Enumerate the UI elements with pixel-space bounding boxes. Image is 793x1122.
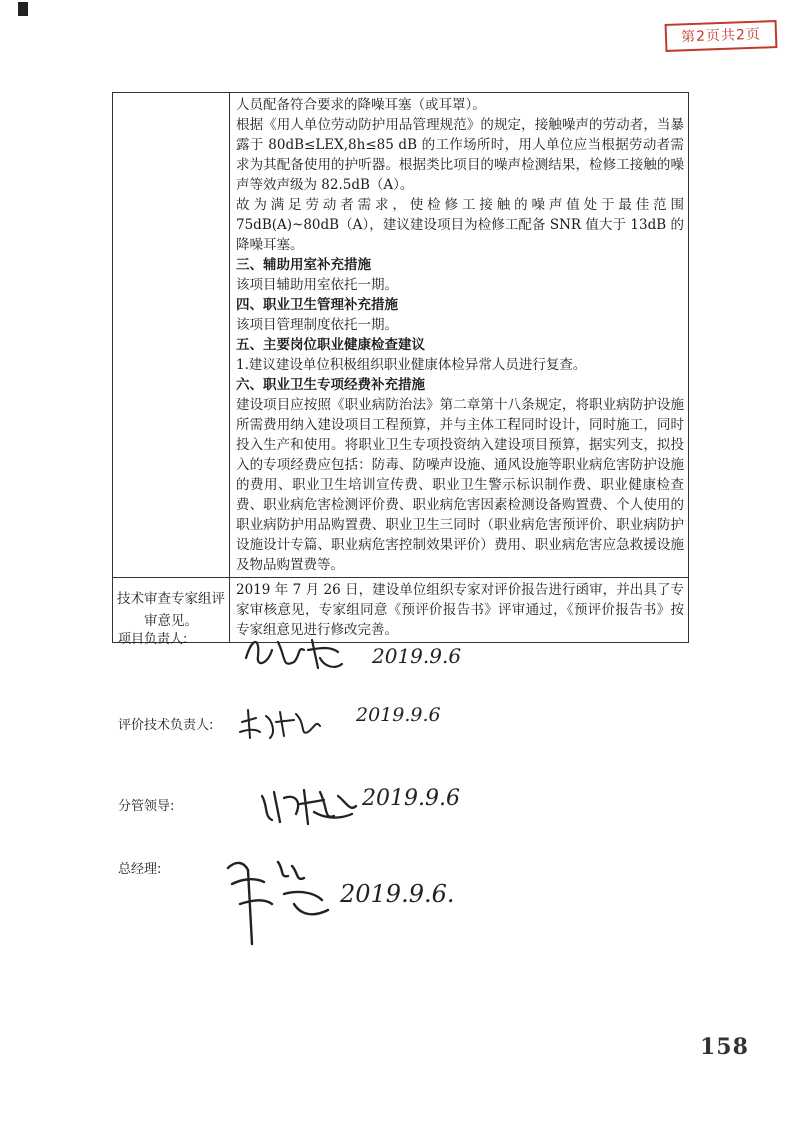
section4-text: 该项目管理制度依托一期。 xyxy=(236,317,398,333)
project-lead-date: 2019.9.6 xyxy=(372,644,462,668)
project-lead-label: 项目负责人: xyxy=(118,632,188,647)
scan-corner-mark xyxy=(18,2,28,16)
paragraph-recommendation: 故为满足劳动者需求，使检修工接触的噪声值处于最佳范围 75dB(A)~80dB（A），建议建设项目为检修工配备 SNR 值大于 13dB 的降噪耳塞。 xyxy=(236,197,684,253)
page-number: 158 xyxy=(700,1034,749,1060)
measures-content-cell xyxy=(230,93,689,578)
review-table xyxy=(112,92,689,643)
tech-lead-label: 评价技术负责人: xyxy=(118,718,214,733)
expert-review-label: 技术审查专家组评审意见。 xyxy=(117,591,225,629)
section5-text: 1.建议建设单位积极组织职业健康体检异常人员进行复查。 xyxy=(236,357,587,373)
supervisor-signature xyxy=(254,780,364,830)
section3-text: 该项目辅助用室依托一期。 xyxy=(236,277,398,293)
gm-date: 2019.9.6. xyxy=(340,880,455,908)
gm-signature xyxy=(218,848,338,958)
section5-heading: 五、主要岗位职业健康检查建议 xyxy=(236,337,425,353)
tech-lead-date: 2019.9.6 xyxy=(356,704,441,726)
measures-row xyxy=(113,93,689,578)
supervisor-label: 分管领导: xyxy=(118,799,175,814)
section3-heading: 三、辅助用室补充措施 xyxy=(236,257,371,273)
section6-heading: 六、职业卫生专项经费补充措施 xyxy=(236,377,425,393)
paragraph-regulation: 根据《用人单位劳动防护用品管理规范》的规定，接触噪声的劳动者，当暴露于 80dB≤LEX,8h≤85 dB 的工作场所时，用人单位应当根据劳动者需求为其配备使用的护听器。根据类比项目的噪声检测结果，检修工接触的噪声等效声级为 82.5dB（A）。 xyxy=(236,117,684,193)
section4-heading: 四、职业卫生管理补充措施 xyxy=(236,297,398,313)
supervisor-date: 2019.9.6 xyxy=(362,786,460,811)
tech-lead-signature xyxy=(236,702,326,746)
paragraph-earplugs: 人员配备符合要求的降噪耳塞（或耳罩）。 xyxy=(236,97,486,113)
expert-review-text: 2019 年 7 月 26 日，建设单位组织专家对评价报告进行函审，并出具了专家审核意见，专家组同意《预评价报告书》评审通过，《预评价报告书》按专家组意见进行修改完善。 xyxy=(236,582,684,638)
project-lead-signature xyxy=(238,628,348,678)
expert-review-row xyxy=(113,578,689,643)
section6-text: 建设项目应按照《职业病防治法》第二章第十八条规定，将职业病防护设施所需费用纳入建设项目工程预算，并与主体工程同时设计，同时施工，同时投入生产和使用。将职业卫生专项投资纳入建设项目预算，据实列支，拟投入的专项经费应包括：防毒、防噪声设施、通风设施等职业病危害防护设施的费用、职业卫生培训宣传费、职业卫生警示标识制作费、职业健康检查费、职业病危害检测评价费、职业病危害因素检测设备购置费、个人使用的职业病防护用品购置费、职业卫生三同时（职业病危害预评价、职业病防护设施设计专篇、职业病危害控制效果评价）费用、职业病危害应急救援设施及物品购置费等。 xyxy=(236,397,684,573)
page-count-stamp: 第2页共2页 xyxy=(665,20,778,52)
measures-label-cell xyxy=(113,93,230,578)
gm-label: 总经理: xyxy=(118,862,162,877)
